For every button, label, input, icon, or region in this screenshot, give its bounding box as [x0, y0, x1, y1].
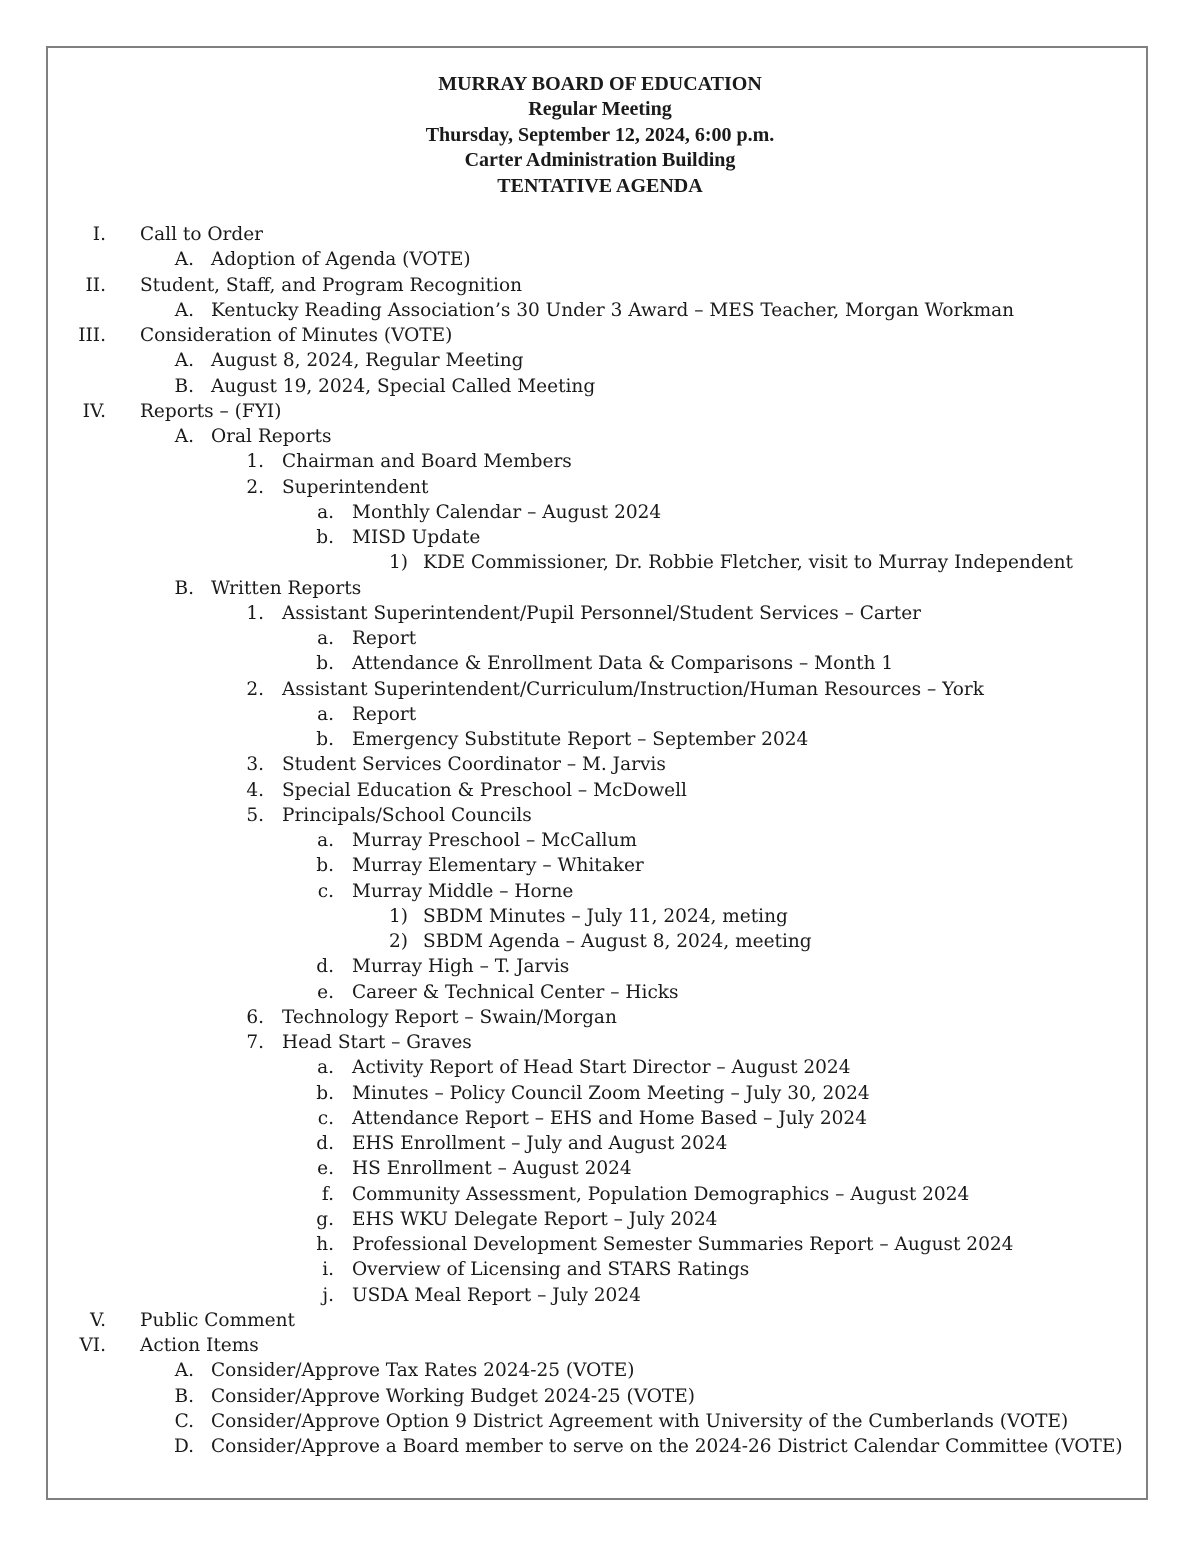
agenda-item-text: Murray High – T. Jarvis — [352, 956, 570, 978]
agenda-item — [0, 1257, 1200, 1282]
document-title: TENTATIVE AGENDA — [497, 174, 703, 197]
agenda-item-marker: 6. — [246, 1006, 264, 1028]
agenda-item — [0, 752, 1200, 777]
agenda-item-marker: 2. — [246, 476, 264, 498]
agenda-item-marker: 4. — [246, 779, 264, 801]
agenda-item-marker: a. — [317, 703, 334, 725]
agenda-item-text: Activity Report of Head Start Director – August 2024 — [352, 1057, 851, 1079]
agenda-item-text: Consider/Approve a Board member to serve on the 2024-26 District Calendar Committee (VOTE) — [211, 1436, 1123, 1457]
agenda-item-marker: II. — [85, 274, 106, 296]
agenda-item-marker: VI. — [79, 1335, 106, 1356]
agenda-item — [0, 1156, 1200, 1181]
agenda-item — [0, 500, 1200, 525]
agenda-item-text: August 8, 2024, Regular Meeting — [211, 350, 524, 372]
agenda-item-text: Special Education & Preschool – McDowell — [282, 779, 687, 801]
agenda-item-text: Chairman and Board Members — [282, 451, 572, 473]
agenda-item-marker: i. — [322, 1259, 334, 1281]
agenda-item-marker: a. — [317, 830, 334, 851]
agenda-item — [0, 954, 1200, 979]
agenda-item — [0, 727, 1200, 752]
agenda-item-text: Call to Order — [140, 224, 263, 245]
agenda-item — [0, 475, 1200, 500]
agenda-item — [0, 651, 1200, 676]
agenda-item-text: Emergency Substitute Report – September 2024 — [352, 729, 809, 750]
agenda-item-text: Professional Development Semester Summaries Report – August 2024 — [352, 1234, 1014, 1255]
agenda-item-marker: A. — [174, 426, 194, 447]
agenda-item-marker: j. — [322, 1284, 334, 1306]
agenda-item-text: Attendance & Enrollment Data & Comparisons – Month 1 — [352, 653, 894, 675]
agenda-item — [0, 1434, 1200, 1459]
agenda-item-marker: A. — [174, 249, 194, 271]
organization-name: MURRAY BOARD OF EDUCATION — [438, 73, 762, 95]
agenda-item-text: KDE Commissioner, Dr. Robbie Fletcher, visit to Murray Independent — [423, 552, 1073, 574]
agenda-item-marker: e. — [317, 981, 334, 1003]
agenda-item-marker: 1. — [246, 451, 264, 473]
agenda-item-marker: B. — [174, 1385, 194, 1407]
agenda-item — [0, 1055, 1200, 1080]
agenda-item — [0, 449, 1200, 474]
agenda-item — [0, 273, 1200, 298]
agenda-item-marker: 2. — [246, 678, 264, 700]
agenda-item — [0, 1384, 1200, 1409]
agenda-item — [0, 853, 1200, 878]
agenda-item-text: Principals/School Councils — [282, 804, 532, 826]
agenda-item-text: Overview of Licensing and STARS Ratings — [352, 1259, 750, 1281]
agenda-item-marker: f. — [321, 1183, 334, 1205]
agenda-item-marker: a. — [317, 501, 334, 523]
agenda-item — [0, 1207, 1200, 1232]
agenda-item — [0, 424, 1200, 449]
agenda-item — [0, 1358, 1200, 1383]
agenda-item — [0, 626, 1200, 651]
agenda-item — [0, 1106, 1200, 1131]
agenda-item — [0, 1131, 1200, 1156]
agenda-item — [0, 1283, 1200, 1308]
agenda-header — [0, 72, 1200, 199]
agenda-item — [0, 702, 1200, 727]
agenda-item — [0, 879, 1200, 904]
agenda-item-text: Murray Middle – Horne — [352, 880, 574, 902]
agenda-item — [0, 1182, 1200, 1207]
agenda-item-marker: B. — [174, 577, 194, 599]
agenda-item-marker: C. — [174, 1410, 194, 1432]
agenda-item-text: Written Reports — [211, 577, 362, 599]
agenda-item-marker: b. — [316, 729, 334, 750]
agenda-item-text: SBDM Agenda – August 8, 2024, meeting — [423, 931, 812, 952]
agenda-item-marker: I. — [92, 224, 106, 245]
agenda-item — [0, 399, 1200, 424]
agenda-item-text: Student Services Coordinator – M. Jarvis — [282, 754, 666, 776]
agenda-item-text: Kentucky Reading Association’s 30 Under 3 Award – MES Teacher, Morgan Workman — [211, 299, 1015, 321]
agenda-item-text: Adoption of Agenda (VOTE) — [211, 249, 471, 271]
agenda-item — [0, 576, 1200, 601]
agenda-item-text: Technology Report – Swain/Morgan — [282, 1006, 617, 1028]
agenda-item-marker: b. — [316, 1082, 334, 1104]
agenda-item-text: Assistant Superintendent/Pupil Personnel/Student Services – Carter — [282, 602, 922, 624]
agenda-item — [0, 677, 1200, 702]
agenda-item-marker: A. — [174, 1360, 194, 1382]
meeting-location: Carter Administration Building — [464, 149, 736, 172]
agenda-item — [0, 1005, 1200, 1030]
agenda-item-marker: 7. — [246, 1032, 264, 1053]
agenda-item-text: Monthly Calendar – August 2024 — [352, 501, 662, 523]
agenda-item-marker: 5. — [246, 804, 264, 826]
agenda-item-text: Consider/Approve Tax Rates 2024-25 (VOTE) — [211, 1360, 635, 1382]
agenda-item-text: Public Comment — [140, 1309, 295, 1331]
agenda-item — [0, 1081, 1200, 1106]
agenda-item-text: Consider/Approve Option 9 District Agreement with University of the Cumberlands (VOTE) — [211, 1410, 1069, 1432]
agenda-item-text: Community Assessment, Population Demographics – August 2024 — [352, 1183, 970, 1205]
agenda-item-text: Report — [352, 703, 417, 725]
agenda-item-text: SBDM Minutes – July 11, 2024, meting — [423, 905, 788, 927]
agenda-item-marker: h. — [316, 1234, 334, 1255]
agenda-item-marker: 2) — [389, 931, 408, 952]
agenda-item-text: Career & Technical Center – Hicks — [352, 981, 679, 1003]
agenda-item-marker: b. — [316, 653, 334, 675]
agenda-item-marker: 1. — [246, 602, 264, 624]
agenda-item-marker: e. — [317, 1158, 334, 1180]
agenda-item — [0, 323, 1200, 348]
agenda-item-text: Murray Elementary – Whitaker — [352, 855, 644, 877]
agenda-item-text: Minutes – Policy Council Zoom Meeting – July 30, 2024 — [352, 1082, 870, 1104]
agenda-item-marker: B. — [174, 375, 194, 397]
agenda-item-text: Head Start – Graves — [282, 1032, 472, 1053]
agenda-item-text: Attendance Report – EHS and Home Based – July 2024 — [352, 1107, 867, 1129]
agenda-item-text: Oral Reports — [211, 426, 332, 447]
meeting-datetime: Thursday, September 12, 2024, 6:00 p.m. — [425, 123, 775, 146]
agenda-item — [0, 1409, 1200, 1434]
agenda-item — [0, 980, 1200, 1005]
agenda-item-text: USDA Meal Report – July 2024 — [352, 1284, 641, 1306]
agenda-item-text: Consideration of Minutes (VOTE) — [140, 325, 453, 346]
agenda-item-marker: 1) — [389, 905, 408, 927]
agenda-item — [0, 298, 1200, 323]
agenda-item-marker: 3. — [246, 754, 264, 776]
agenda-item-text: Reports – (FYI) — [140, 400, 282, 422]
agenda-item — [0, 1030, 1200, 1055]
agenda-item-text: Murray Preschool – McCallum — [352, 830, 637, 851]
agenda-item-marker: c. — [317, 880, 334, 902]
agenda-item-marker: d. — [316, 1133, 334, 1154]
agenda-item-text: EHS WKU Delegate Report – July 2024 — [352, 1208, 718, 1230]
agenda-item — [0, 550, 1200, 575]
agenda-list — [0, 222, 1200, 1459]
agenda-item — [0, 247, 1200, 272]
agenda-item-marker: g. — [316, 1208, 334, 1230]
agenda-item-text: Consider/Approve Working Budget 2024-25 (VOTE) — [211, 1385, 695, 1407]
agenda-item — [0, 601, 1200, 626]
agenda-item — [0, 222, 1200, 247]
agenda-item-marker: c. — [317, 1107, 334, 1129]
agenda-item-text: MISD Update — [352, 527, 481, 548]
agenda-item-text: Student, Staff, and Program Recognition — [140, 274, 522, 296]
agenda-item — [0, 929, 1200, 954]
agenda-item — [0, 348, 1200, 373]
agenda-item — [0, 803, 1200, 828]
agenda-item — [0, 525, 1200, 550]
agenda-item-text: August 19, 2024, Special Called Meeting — [211, 375, 596, 397]
agenda-item-marker: IV. — [82, 400, 106, 422]
agenda-item-text: HS Enrollment – August 2024 — [352, 1158, 632, 1180]
agenda-item — [0, 1232, 1200, 1257]
agenda-item — [0, 904, 1200, 929]
agenda-item-marker: a. — [317, 1057, 334, 1079]
agenda-item — [0, 778, 1200, 803]
agenda-item-marker: b. — [316, 855, 334, 877]
agenda-item-marker: D. — [173, 1436, 194, 1457]
agenda-item-text: Superintendent — [282, 476, 429, 498]
agenda-item-marker: A. — [174, 299, 194, 321]
agenda-item-marker: 1) — [389, 552, 408, 574]
agenda-item — [0, 1333, 1200, 1358]
agenda-item-marker: d. — [316, 956, 334, 978]
agenda-item-text: Action Items — [140, 1335, 259, 1356]
agenda-item-text: Report — [352, 628, 417, 649]
agenda-item — [0, 828, 1200, 853]
agenda-item-text: Assistant Superintendent/Curriculum/Instruction/Human Resources – York — [282, 678, 984, 700]
agenda-item — [0, 374, 1200, 399]
agenda-item-marker: V. — [89, 1309, 106, 1331]
agenda-item-marker: b. — [316, 527, 334, 548]
agenda-item-marker: a. — [317, 628, 334, 649]
agenda-item-text: EHS Enrollment – July and August 2024 — [352, 1133, 728, 1154]
agenda-item-marker: III. — [78, 325, 106, 346]
agenda-item — [0, 1308, 1200, 1333]
meeting-type: Regular Meeting — [528, 98, 672, 121]
agenda-item-marker: A. — [174, 350, 194, 372]
